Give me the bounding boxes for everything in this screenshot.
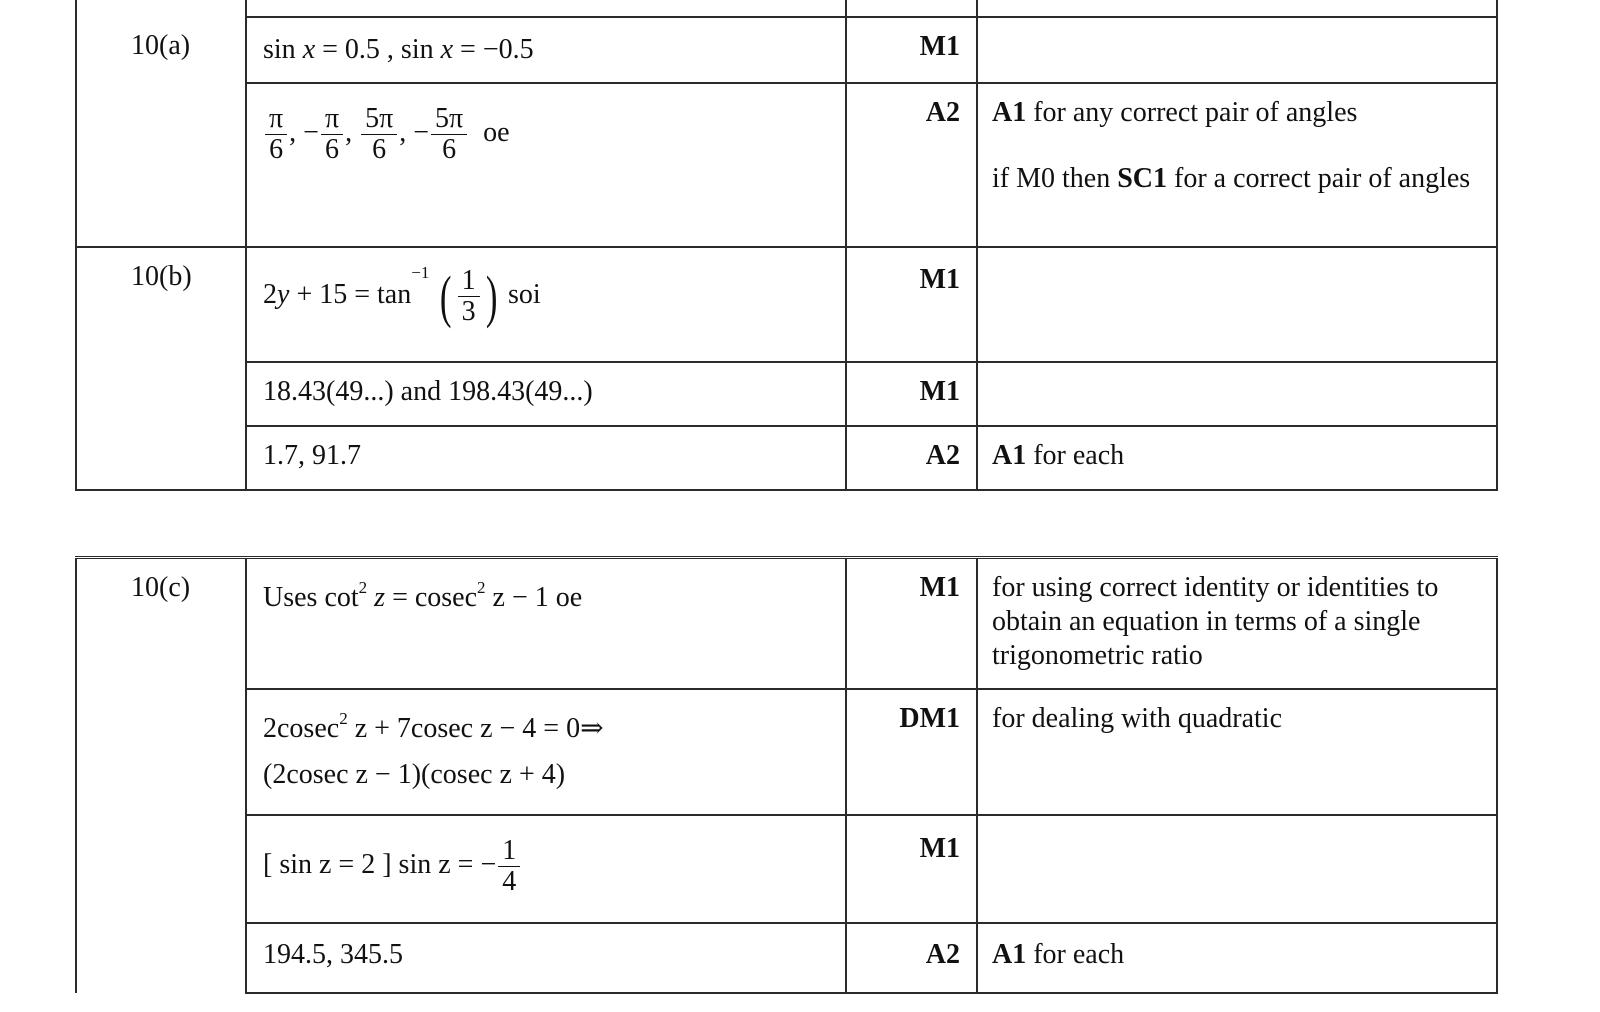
- answer-cell: [ sin z = 2 ] sin z = − $\frac{1}{4}$: [247, 816, 845, 897]
- mark-scheme-table-1: [75, 0, 1498, 491]
- mark-label: M1: [919, 264, 960, 295]
- mark-label: A2: [925, 938, 960, 970]
- table-row: [76, 558, 1497, 689]
- table-row: [76, 83, 1497, 247]
- table-top-stub-row: [76, 0, 1497, 17]
- answer-cell: Uses $\cot^2 z = cosec^2$ z − 1 oe: [263, 578, 583, 613]
- mark-label: M1: [919, 572, 960, 603]
- fraction: $\frac{\pi}{6}$: [265, 104, 287, 165]
- table-row: [76, 362, 1497, 426]
- table-row: [76, 815, 1497, 923]
- answer-cell: 194.5, 345.5: [263, 938, 403, 970]
- table-row: [76, 426, 1497, 490]
- answer-cell: $2y + 15 = \tan^{-1}$ ( $\frac{1}{3}$ ) soi: [263, 263, 541, 329]
- question-label: 10(b): [131, 261, 192, 292]
- table-row: [76, 17, 1497, 83]
- table-row: [76, 689, 1497, 815]
- fraction: $\frac{1}{4}$: [498, 836, 520, 897]
- mark-label: M1: [919, 31, 960, 62]
- table-row: [76, 923, 1497, 993]
- answer-cell: 1.7, 91.7: [263, 440, 361, 471]
- question-label: 10(c): [131, 572, 191, 603]
- mark-label: M1: [919, 832, 960, 864]
- guidance-cell: for dealing with quadratic: [992, 702, 1283, 734]
- mark-label: DM1: [899, 702, 960, 734]
- mark-scheme-table-2: [75, 556, 1498, 994]
- question-label: 10(a): [131, 30, 191, 61]
- answer-cell: 2cosec$^2$ z + 7cosec z − 4 = 0⇒ (2cosec z − 1)(cosec z + 4): [263, 708, 604, 790]
- fraction: $\frac{5\pi}{6}$: [361, 104, 397, 165]
- guidance-cell: A1 for each: [992, 938, 1125, 970]
- fraction: $\frac{5\pi}{6}$: [431, 104, 467, 165]
- bracketed-fraction: ( $\frac{1}{3}$ ): [440, 263, 498, 329]
- guidance-cell: A1 for each: [992, 440, 1125, 471]
- mark-label: M1: [919, 376, 960, 407]
- guidance-cell: A1 for any correct pair of angles if M0 then SC1 for a correct pair of angles: [992, 97, 1471, 194]
- mark-label: A2: [925, 97, 960, 128]
- answer-cell: sin x = 0.5 , sin x = −0.5: [263, 34, 534, 65]
- table-row: [76, 247, 1497, 362]
- answer-cell: $\frac{\pi}{6}$ , − $\frac{\pi}{6}$ , $\frac{5\pi}{6}$ , − $\frac{5\pi}{6}$ oe: [247, 84, 845, 165]
- fraction: $\frac{\pi}{6}$: [321, 104, 343, 165]
- mark-label: A2: [925, 440, 960, 471]
- answer-cell: 18.43(49...) and 198.43(49...): [263, 376, 593, 407]
- guidance-cell: for using correct identity or identities to obtain an equation in terms of a single trigonometric ratio: [992, 572, 1439, 671]
